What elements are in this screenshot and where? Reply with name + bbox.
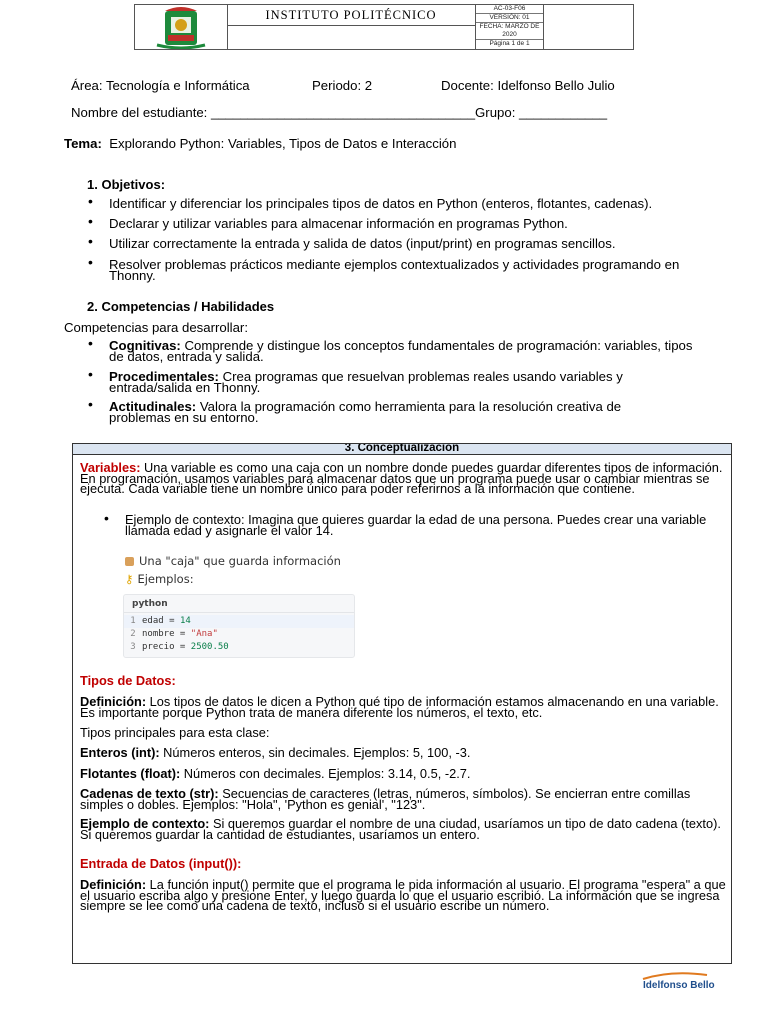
school-crest-icon	[135, 5, 227, 49]
competency-item: • Procedimentales: Crea programas que resuelvan problemas reales usando variables y entrada/salida en Thonny.	[88, 366, 623, 395]
topic-line	[64, 136, 456, 151]
code-block	[123, 594, 355, 658]
competency-item: • Cognitivas: Comprende y distingue los conceptos fundamentales de programación: variables, tipos de datos, entrada y salida.	[88, 335, 693, 364]
key-icon: ⚷	[125, 572, 134, 586]
doc-page: Página 1 de 1	[489, 40, 530, 47]
code-line: 2 nombre = "Ana"	[130, 629, 218, 639]
objective-item: • Utilizar correctamente la entrada y salida de datos (input/print) en programas sencillos.	[88, 233, 616, 251]
int-type: Enteros (int): Números enteros, sin decimales. Ejemplos: 5, 100, -3.	[80, 745, 471, 760]
bullet-icon: •	[88, 193, 93, 209]
footer-brand: Idelfonso Bello	[643, 972, 715, 991]
objectives-heading: 1. Objetivos:	[87, 177, 166, 192]
types-definition: Definición: Los tipos de datos le dicen a Python qué tipo de información estamos almacenando en una variable. Es importante porque Python trata de manera diferente los números, el texto, etc.	[80, 694, 719, 720]
competencies-intro: Competencias para desarrollar:	[64, 320, 248, 335]
competency-item: • Actitudinales: Valora la programación como herramienta para la resolución creativa de problemas en su entorno.	[88, 396, 622, 425]
document-info	[476, 5, 544, 49]
code-line: 1 edad = 14	[124, 615, 354, 628]
concept-title: 3. Conceptualización	[73, 444, 731, 455]
str-type: Cadenas de texto (str): Secuencias de caracteres (letras, números, símbolos). Se encierran entre comillas simples o dobles. Ejemplos: "Hola", 'Python es genial', "123".	[80, 786, 691, 812]
bullet-icon: •	[88, 233, 93, 249]
context-example: Ejemplo de contexto: Si queremos guardar el nombre de una ciudad, usaríamos un tipo de dato cadena (texto). Si queremos guardar la cantidad de estudiantes, usaríamos un entero.	[80, 816, 721, 842]
doc-code: AC-03-F06	[476, 5, 543, 14]
main-types-label: Tipos principales para esta clase:	[80, 725, 270, 740]
doc-date: FECHA: MARZO DE 2020	[476, 23, 543, 40]
bullet-icon: •	[88, 366, 93, 382]
bullet-icon: •	[88, 254, 93, 270]
header-blank-cell	[227, 26, 476, 49]
area-label: Área: Tecnología e Informática	[71, 78, 250, 93]
box-icon	[125, 557, 134, 566]
objective-item: • Resolver problemas prácticos mediante ejemplos contextualizados y actividades programando en Thonny.	[88, 254, 680, 283]
objective-item: • Declarar y utilizar variables para almacenar información en programas Python.	[88, 213, 568, 231]
types-title: Tipos de Datos:	[80, 673, 176, 688]
snippet-examples-line: ⚷ Ejemplos:	[125, 572, 194, 586]
snippet-box-line: Una "caja" que guarda información	[125, 554, 341, 568]
code-example-image	[119, 550, 355, 658]
code-line: 3 precio = 2500.50	[130, 642, 229, 652]
input-title: Entrada de Datos (input()):	[80, 856, 242, 871]
institution-name: INSTITUTO POLITÉCNICO	[227, 5, 476, 26]
bullet-icon: •	[88, 213, 93, 229]
student-line: Nombre del estudiante: ____________________________________Grupo: ____________	[71, 105, 608, 120]
bullet-icon: •	[88, 335, 93, 351]
input-definition: Definición: La función input() permite que el programa le pida información al usuario. El programa "espera" a que el usuario escriba algo y presione Enter, y luego guarda lo que el usuario escribió. La información que se ingresa siempre se lee como una cadena de texto, incluso si el usuario escribe un número.	[80, 877, 726, 914]
doc-version: VERSIÓN: 01	[476, 14, 543, 23]
competencies-heading: 2. Competencias / Habilidades	[87, 299, 275, 314]
code-language: python	[124, 595, 354, 613]
objective-item: • Identificar y diferenciar los principales tipos de datos en Python (enteros, flotantes, cadenas).	[88, 193, 653, 211]
concept-table	[72, 443, 732, 964]
example-paragraph: • Ejemplo de contexto: Imagina que quieres guardar la edad de una persona. Puedes crear una variable llamada edad y asignarle el valor 14.	[104, 510, 707, 538]
topic-text: Explorando Python: Variables, Tipos de Datos e Interacción	[109, 136, 457, 151]
period-label: Periodo: 2	[312, 78, 373, 93]
brand-swoosh-icon	[641, 972, 711, 980]
document-header	[134, 4, 634, 50]
variables-paragraph: Variables: Una variable es como una caja con un nombre donde puedes guardar diferentes tipos de información. En programación, usamos variables para almacenar datos que un programa puede usar o cambiar mientras se ejecuta. Cada variable tiene un nombre único para poder referirnos a la información que contiene.	[80, 460, 723, 497]
bullet-icon: •	[104, 510, 109, 526]
bullet-icon: •	[88, 396, 93, 412]
topic-label: Tema:	[64, 136, 102, 151]
teacher-label: Docente: Idelfonso Bello Julio	[441, 78, 615, 93]
float-type: Flotantes (float): Números con decimales. Ejemplos: 3.14, 0.5, -2.7.	[80, 766, 471, 781]
logo-cell	[135, 5, 228, 49]
